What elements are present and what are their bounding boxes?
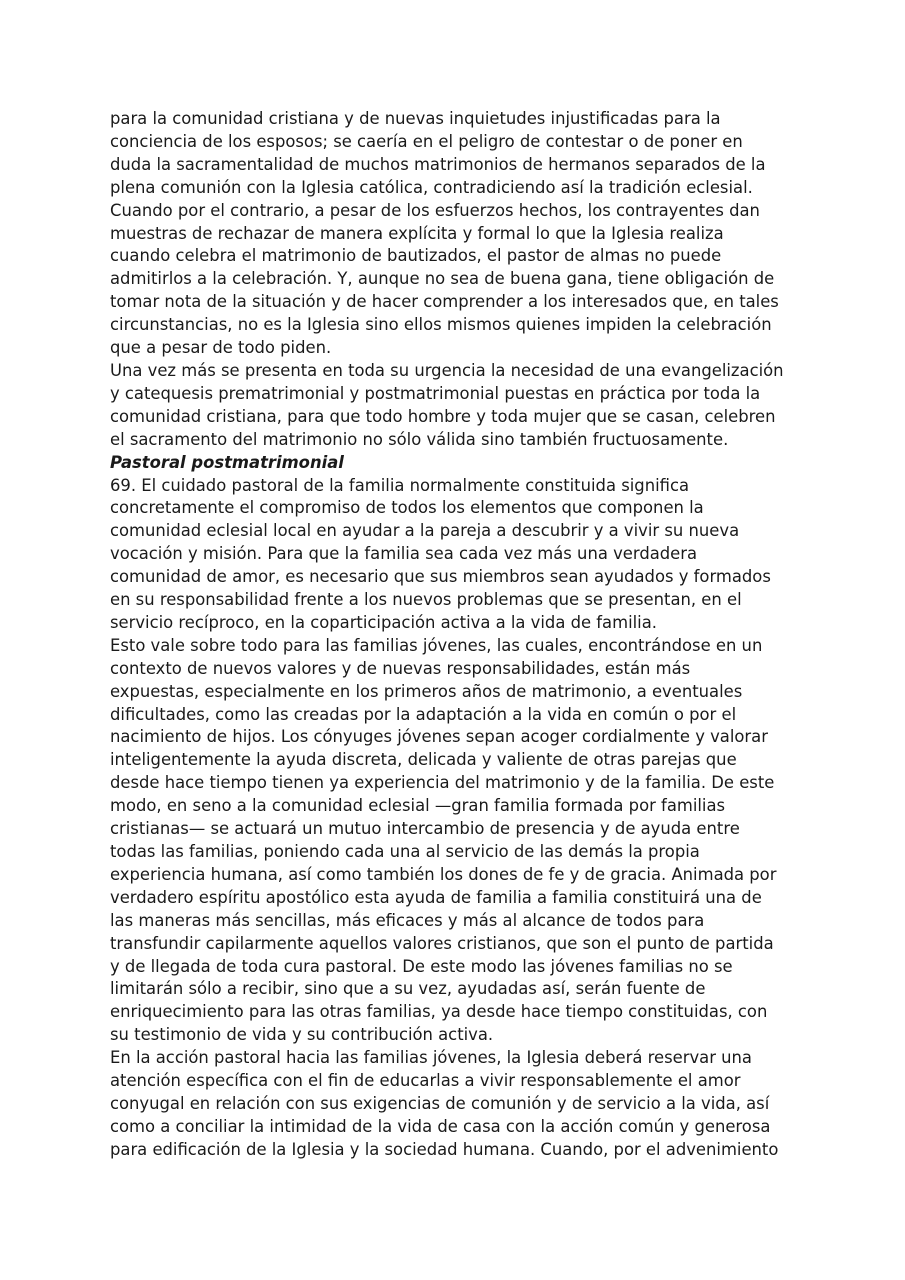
text-line: el sacramento del matrimonio no sólo válida sino también fructuosamente. <box>110 429 729 449</box>
text-line: comunidad eclesial local en ayudar a la pareja a descubrir y a vivir su nueva <box>110 521 740 541</box>
text-line: y de llegada de toda cura pastoral. De este modo las jóvenes familias no se <box>110 956 733 976</box>
text-line: como a conciliar la intimidad de la vida de casa con la acción común y generosa <box>110 1116 771 1136</box>
text-line: para edificación de la Iglesia y la sociedad humana. Cuando, por el advenimiento <box>110 1139 779 1159</box>
text-line: enriquecimiento para las otras familias, ya desde hace tiempo constituidas, con <box>110 1002 768 1022</box>
text-line: comunidad cristiana, para que todo hombre y toda mujer que se casan, celebren <box>110 406 776 426</box>
text-line: transfundir capilarmente aquellos valores cristianos, que son el punto de partida <box>110 933 774 953</box>
section-heading: Pastoral postmatrimonial <box>110 452 344 472</box>
text-line: conciencia de los esposos; se caería en el peligro de contestar o de poner en <box>110 131 743 151</box>
text-line: en su responsabilidad frente a los nuevos problemas que se presentan, en el <box>110 590 742 610</box>
text-line: cristianas— se actuará un mutuo intercambio de presencia y de ayuda entre <box>110 819 740 839</box>
text-line: conyugal en relación con sus exigencias de comunión y de servicio a la vida, así <box>110 1093 770 1113</box>
text-line: Cuando por el contrario, a pesar de los esfuerzos hechos, los contrayentes dan <box>110 200 760 220</box>
text-line: tomar nota de la situación y de hacer comprender a los interesados que, en tales <box>110 292 779 312</box>
text-line: 69. El cuidado pastoral de la familia normalmente constituida significa <box>110 475 690 495</box>
text-line: las maneras más sencillas, más eficaces y más al alcance de todos para <box>110 910 705 930</box>
text-line: desde hace tiempo tienen ya experiencia del matrimonio y de la familia. De este <box>110 773 775 793</box>
text-line: verdadero espíritu apostólico esta ayuda de familia a familia constituirá una de <box>110 887 762 907</box>
text-line: admitirlos a la celebración. Y, aunque no sea de buena gana, tiene obligación de <box>110 269 775 289</box>
text-line: modo, en seno a la comunidad eclesial —gran familia formada por familias <box>110 796 726 816</box>
text-line: cuando celebra el matrimonio de bautizados, el pastor de almas no puede <box>110 246 722 266</box>
text-line: duda la sacramentalidad de muchos matrimonios de hermanos separados de la <box>110 154 766 174</box>
text-line: para la comunidad cristiana y de nuevas inquietudes injustificadas para la <box>110 109 721 128</box>
text-line: comunidad de amor, es necesario que sus miembros sean ayudados y formados <box>110 567 771 587</box>
text-line: concretamente el compromiso de todos los elementos que componen la <box>110 498 704 518</box>
text-line: vocación y misión. Para que la familia sea cada vez más una verdadera <box>110 544 698 564</box>
text-line: En la acción pastoral hacia las familias jóvenes, la Iglesia deberá reservar una <box>110 1048 752 1068</box>
text-line: contexto de nuevos valores y de nuevas responsabilidades, están más <box>110 658 691 678</box>
text-line: Esto vale sobre todo para las familias jóvenes, las cuales, encontrándose en un <box>110 635 763 655</box>
text-line: expuestas, especialmente en los primeros años de matrimonio, a eventuales <box>110 681 743 701</box>
text-line: nacimiento de hijos. Los cónyuges jóvenes sepan acoger cordialmente y valorar <box>110 727 768 747</box>
text-line: servicio recíproco, en la coparticipación activa a la vida de familia. <box>110 612 657 632</box>
text-line: inteligentemente la ayuda discreta, delicada y valiente de otras parejas que <box>110 750 737 770</box>
text-line: atención específica con el fin de educarlas a vivir responsablemente el amor <box>110 1071 741 1091</box>
text-line: que a pesar de todo piden. <box>110 338 332 358</box>
document-page <box>110 108 800 1162</box>
text-line: circunstancias, no es la Iglesia sino ellos mismos quienes impiden la celebración <box>110 315 772 335</box>
text-line: dificultades, como las creadas por la adaptación a la vida en común o por el <box>110 704 737 724</box>
text-line: plena comunión con la Iglesia católica, contradiciendo así la tradición eclesial. <box>110 177 753 197</box>
text-line: todas las familias, poniendo cada una al servicio de las demás la propia <box>110 842 700 861</box>
text-line: muestras de rechazar de manera explícita y formal lo que la Iglesia realiza <box>110 223 724 243</box>
text-line: y catequesis prematrimonial y postmatrimonial puestas en práctica por toda la <box>110 383 761 403</box>
text-line: su testimonio de vida y su contribución activa. <box>110 1025 494 1045</box>
text-line: Una vez más se presenta en toda su urgencia la necesidad de una evangelización <box>110 360 784 380</box>
text-line: limitarán sólo a recibir, sino que a su vez, ayudadas así, serán fuente de <box>110 979 706 999</box>
text-line: experiencia humana, así como también los dones de fe y de gracia. Animada por <box>110 864 777 884</box>
